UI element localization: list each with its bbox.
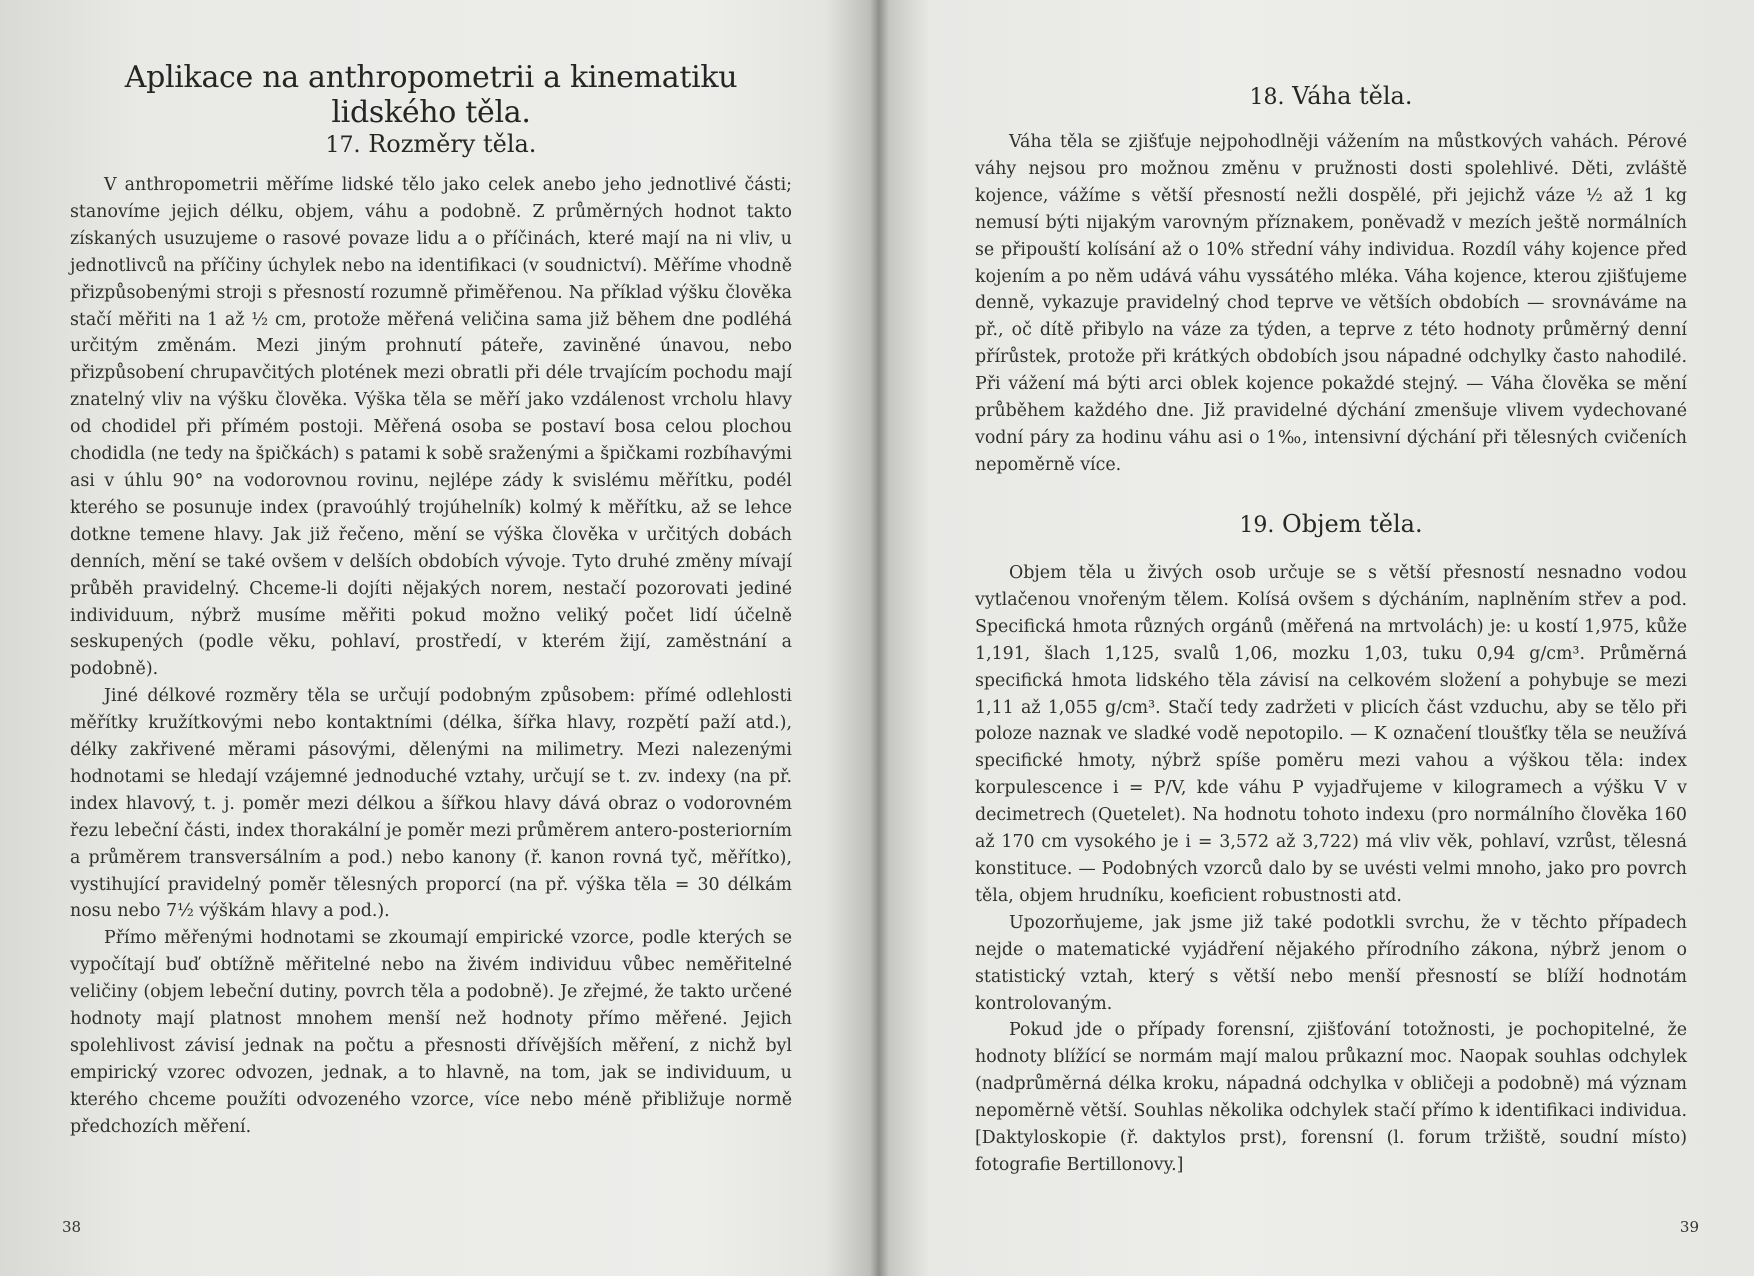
page-number-left: 38 bbox=[62, 1218, 82, 1236]
section-18-paragraph-1: Váha těla se zjišťuje nejpohodlněji vážením na můstkových vahách. Pérové váhy nejsou pro možnou změnu v pružnosti dosti spolehlivé. Děti, zvláště kojence, vážíme s větší přesností nežli dospělé, při jejichž váze ½ až 1 kg nemusí býti nijakým varovným příznakem, poněvadž v mezích ještě normálních se připouští kolísání až o 10% střední váhy individua. Rozdíl váhy kojence před kojením a po něm udává váhu vyssátého mléka. Váha kojence, kterou zjišťujeme denně, vykazuje pravidelný chod teprve ve větších obdobích — srovnáváme na př., oč dítě přibylo na váze za týden, a teprve z této hodnoty průměrný denní přírůstek, protože při krátkých obdobích jsou nápadné odchylky často nahodilé. Při vážení má býti arci oblek kojence pokaždé stejný. — Váha člověka se mění průběhem každého dne. Již pravidelné dýchání zmenšuje vlivem vydechované vodní páry za hodinu váhu asi o 1‰, intensivní dýchání při tělesných cvičeních nepoměrně více. bbox=[975, 132, 1687, 475]
section-17-body bbox=[70, 172, 792, 1141]
section-19-body bbox=[975, 560, 1687, 1179]
section-18-title: Váha těla. bbox=[1292, 82, 1413, 110]
section-19-title: Objem těla. bbox=[1282, 510, 1423, 538]
section-17-paragraph-3: Přímo měřenými hodnotami se zkoumají empirické vzorce, podle kterých se vypočítají buď obtížně měřitelné nebo na živém individuu vůbec neměřitelné veličiny (objem lebeční dutiny, povrch těla a podobně). Je zřejmé, že takto určené hodnoty mají platnost mnohem menší než hodnoty přímo měřené. Jejich spolehlivost závisí jednak na počtu a přesnosti dřívějších měření, z nichž byl empirický vzorec odvozen, jednak, a to hlavně, na tom, jak se individuum, u kterého chceme použíti odvozeného vzorce, více nebo méně přibližuje normě předchozích měření. bbox=[70, 928, 792, 1137]
right-page bbox=[975, 0, 1699, 1276]
section-18-number: 18. bbox=[1249, 85, 1285, 110]
section-19-number: 19. bbox=[1239, 513, 1275, 538]
section-19-heading bbox=[975, 510, 1687, 538]
left-page bbox=[62, 0, 792, 1276]
chapter-title: Aplikace na anthropometrii a kinematiku lidského těla. bbox=[124, 60, 738, 130]
section-17-heading bbox=[70, 130, 792, 158]
section-17-paragraph-1: V anthropometrii měříme lidské tělo jako celek anebo jeho jednotlivé části; stanovíme jejich délku, objem, váhu a podobně. Z průměrných hodnot takto získaných usuzujeme o rasové povaze lidu a o příčinách, které mají na ni vliv, u jednotlivců na příčiny úchylek nebo na identifikaci (v soudnictví). Měříme vhodně přizpůsobenými stroji s přesností rozumně přiměřenou. Na příklad výšku člověka stačí měřiti na 1 až ½ cm, protože měřená veličina sama již během dne podléhá určitým změnám. Mezi jiným prohnutí páteře, zaviněné únavou, nebo přizpůsobení chrupavčitých plotének mezi obratli při déle trvajícím pochodu mají znatelný vliv na výšku člověka. Výška těla se měří jako vzdálenost vrcholu hlavy od chodidel při přímém postoji. Měřená osoba se postaví bosa celou plochou chodidla (ne tedy na špičkách) s patami k sobě sraženými a špičkami rozbíhavými asi v úhlu 90° na vodorovnou rovinu, nejlépe zády k svislému měřítku, podél kterého se posunuje index (pravoúhlý trojúhelník) kolmý k měřítku, až se lehce dotkne temene hlavy. Jak již řečeno, mění se výška člověka v určitých dobách denních, mění se také ovšem v delších obdobích vývoje. Tyto druhé změny mívají průběh pravidelný. Chceme-li dojíti nějakých norem, nestačí pozorovati jediné individuum, nýbrž musíme měřiti pokud možno veliký počet lidí účelně seskupených (podle věku, pohlaví, prostředí, v kterém žijí, zaměstnání a podobně). bbox=[70, 175, 792, 680]
section-17-paragraph-2: Jiné délkové rozměry těla se určují podobným způsobem: přímé odlehlosti měřítky kružítkovými nebo kontaktními (délka, šířka hlavy, rozpětí paží atd.), délky zakřivené měrami pásovými, dělenými na milimetry. Mezi nalezenými hodnotami se hledají vzájemné jednoduché vztahy, určují se t. zv. indexy (na př. index hlavový, t. j. poměr mezi délkou a šířkou hlavy dává obraz o vodorovném řezu lebeční části, index thorakální je poměr mezi průměrem antero-posteriorním a průměrem transversálním a pod.) nebo kanony (ř. kanon rovná tyč, měřítko), vystihující pravidelný poměr tělesných proporcí (na př. výška těla = 30 délkám nosu nebo 7½ výškám hlavy a pod.). bbox=[70, 686, 792, 922]
section-18-body bbox=[975, 129, 1687, 479]
section-18-heading bbox=[975, 82, 1687, 110]
section-19-paragraph-3: Pokud jde o případy forensní, zjišťování totožnosti, je pochopitelné, že hodnoty blížící se normám mají malou průkazní moc. Naopak souhlas odchylek (nadprůměrná délka kroku, nápadná odchylka v obličeji a podobně) má význam nepoměrně větší. Souhlas několika odchylek stačí přímo k identifikaci individua. [Daktyloskopie (ř. daktylos prst), forensní (l. forum tržiště, soudní místo) fotografie Bertillonovy.] bbox=[975, 1020, 1687, 1175]
section-17-title: Rozměry těla. bbox=[368, 130, 537, 158]
section-17-number: 17. bbox=[325, 133, 361, 158]
page-number-right: 39 bbox=[1679, 1218, 1699, 1236]
section-19-paragraph-2: Upozorňujeme, jak jsme již také podotkli svrchu, že v těchto případech nejde o matematické vyjádření nějakého přírodního zákona, nýbrž jenom o statistický vztah, který s větší nebo menší přesností se blíží hodnotám kontrolovaným. bbox=[975, 912, 1687, 1014]
section-19-paragraph-1: Objem těla u živých osob určuje se s větší přesností nesnadno vodou vytlačenou vnořeným tělem. Kolísá ovšem s dýcháním, naplněním střev a pod. Specifická hmota různých orgánů (měřená na mrtvolách) je: u kostí 1,975, kůže 1,191, šlach 1,125, svalů 1,06, mozku 1,03, tuku 0,94 g/cm³. Průměrná specifická hmota lidského těla závisí na celkovém složení a pohybuje se mezi 1,11 až 1,055 g/cm³. Stačí tedy zadržeti v plicích část vzduchu, aby se tělo při poloze naznak ve sladké vodě nepotopilo. — K označení tloušťky těla se neužívá specifické hmoty, nýbrž spíše poměru mezi vahou a výškou těla: index korpulescence i = P/V, kde váhu P vyjadřujeme v kilogramech a výšku V v decimetrech (Quetelet). Na hodnotu tohoto indexu (pro normálního člověka 160 až 170 cm vysokého je i = 3,572 až 3,722) má vliv věk, pohlaví, vzrůst, tělesná konstituce. — Podobných vzorců dalo by se uvésti velmi mnoho, jako pro povrch těla, objem hrudníku, koeficient robustnosti atd. bbox=[975, 563, 1687, 906]
